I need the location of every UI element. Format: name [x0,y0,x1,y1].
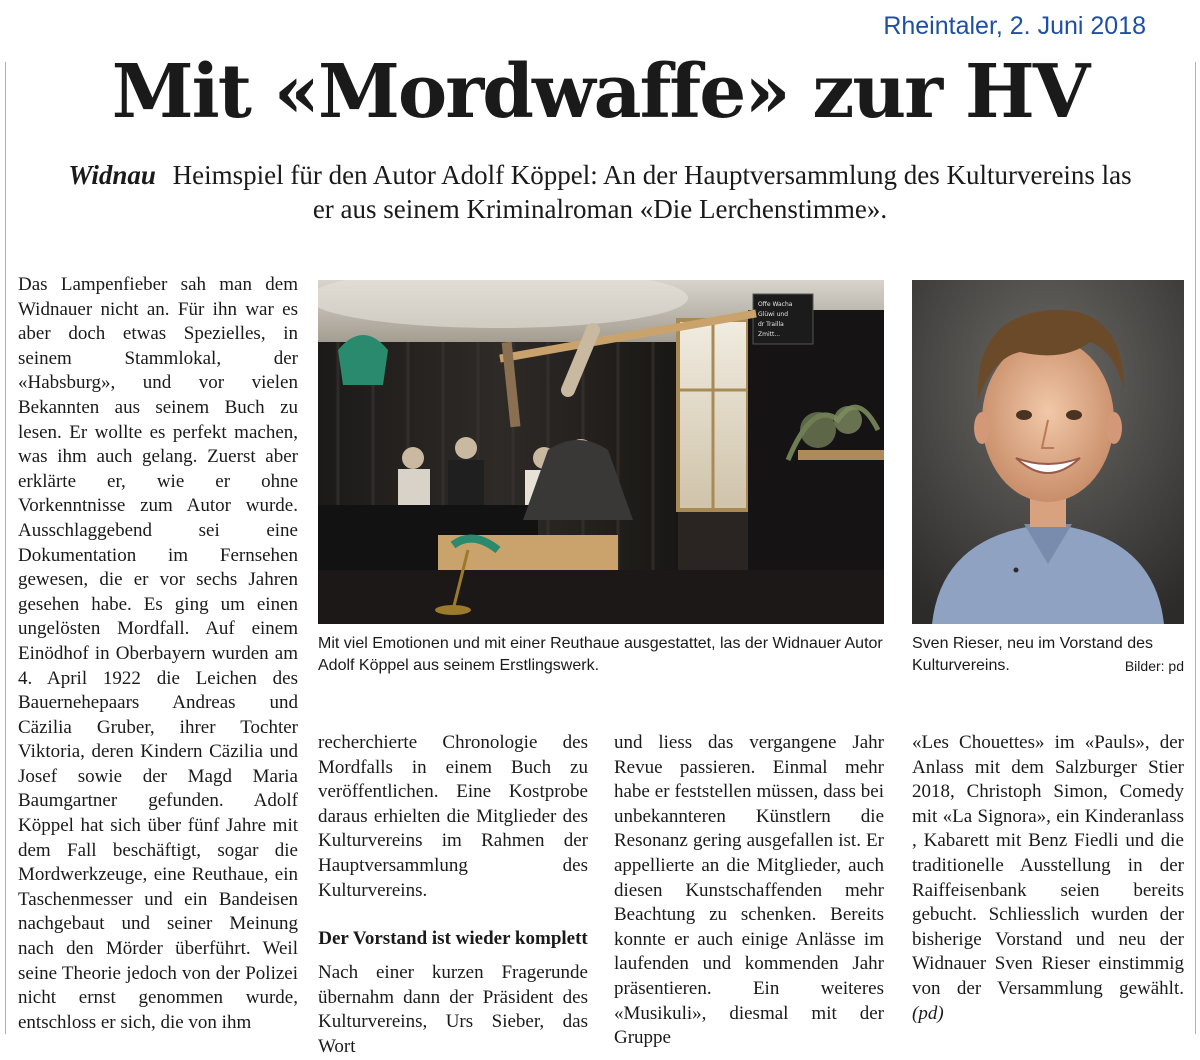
headline: Mit «Mordwaffe» zur HV [111,49,1089,135]
lead-place: Widnau [68,160,156,190]
column-3-text: und liess das vergangene Jahr Revue passieren. Einmal mehr habe er feststellen müssen, dass bei unbekannteren Künstlern die Resonanz gering ausgefallen ist. Er appellierte an die Mitglieder, auch diesen Kunstschaffenden mehr Beachtung zu schenken. Bereits konnte er auch einige Anlässe im laufenden und kommenden Jahr präsentieren. Ein weiteres «Musikuli», diesmal mit der Gruppe [614,732,884,1049]
portrait-photo-caption [912,633,1184,677]
chalkboard-line: Offe Wacha [758,301,793,308]
subheading: Der Vorstand ist wieder komplett [318,928,588,950]
portrait-photo [912,280,1184,624]
author-initials: (pd) [912,1002,944,1024]
chalkboard-line: dr Trailla [758,321,784,328]
source-line: Rheintaler, 2. Juni 2018 [883,12,1146,40]
page-border-right [1195,62,1196,1034]
photo-credit: Bilder: pd [1124,658,1184,674]
lead-paragraph [60,158,1140,226]
column-2-text-b: Nach einer kurzen Fragerunde übernahm dann der Präsident des Kulturvereins, Urs Sieber, das Wort [318,962,588,1057]
article-column-1 [18,273,298,1035]
column-2-text-a: recherchierte Chronologie des Mordfalls in einem Buch zu veröffentlichen. Eine Kostprobe daraus erhielten die Mitglieder des Kulturvereins im Rahmen der Hauptversammlung des Kulturvereins. [318,732,588,901]
chalkboard-line: Zmitt... [758,331,781,338]
page-border-left [5,62,6,1034]
column-4-text: «Les Chouettes» im «Pauls», der Anlass mit dem Salzburger Stier 2018, Christoph Simon, Comedy mit «La Signora», ein Kinderanlass , Kabarett mit Benz Fiedli und die traditionelle Ausstellung in der Raiffeisenbank seien bereits gebucht. Schliesslich wurden der bisherige Vorstand und neu der Widnauer Sven Rieser einstimmig von der Versammlung gewählt. [912,732,1184,999]
portrait-caption-text: Sven Rieser, neu im Vorstand des Kulturvereins. [912,635,1154,674]
lead-text: Heimspiel für den Autor Adolf Köppel: An der Hauptversammlung des Kulturvereins las er aus seinem Kriminalroman «Die Lerchenstimme». [172,160,1132,224]
article-column-2 [318,731,588,1060]
reading-photo-caption: Mit viel Emotionen und mit einer Reuthaue ausgestattet, las der Widnauer Autor Adolf Köppel aus seinem Erstlingswerk. [318,635,883,674]
column-1-text: Das Lampenfieber sah man dem Widnauer nicht an. Für ihn war es aber doch etwas Spezielles, in seinem Stammlokal, der «Habsburg», und vor vielen Bekannten aus seinem Buch zu lesen. Er wollte es perfekt machen, was ihm auch gelang. Zuerst aber erklärte er, wie er ohne Vorkenntnisse zum Autor wurde. Ausschlaggebend sei eine Dokumentation im Fernsehen gewesen, die er vor sechs Jahren gesehen habe. Es ging um einen ungelösten Mordfall. Auf einem Einödhof in Oberbayern wurden am 4. April 1922 die Leichen des Bauernehepaars Andreas und Cäzilia Gruber, ihrer Tochter Viktoria, deren Kindern Cäzilia und Josef sowie der Magd Maria Baumgartner gefunden. Adolf Köppel hat sich über fünf Jahre mit dem Fall beschäftigt, sogar die Mordwerkzeuge, eine Reuthaue, ein Taschenmesser und ein Bandeisen nachgebaut und seiner Meinung nach den Mörder überführt. Weil seine Theorie jedoch von der Polizei nicht ernst genommen wurde, entschloss er sich, die von ihm [18,274,298,1033]
reading-photo [318,280,884,624]
chalkboard-line: Glüwi und [758,311,789,318]
article-column-3 [614,731,884,1051]
article-column-4 [912,731,1184,1026]
